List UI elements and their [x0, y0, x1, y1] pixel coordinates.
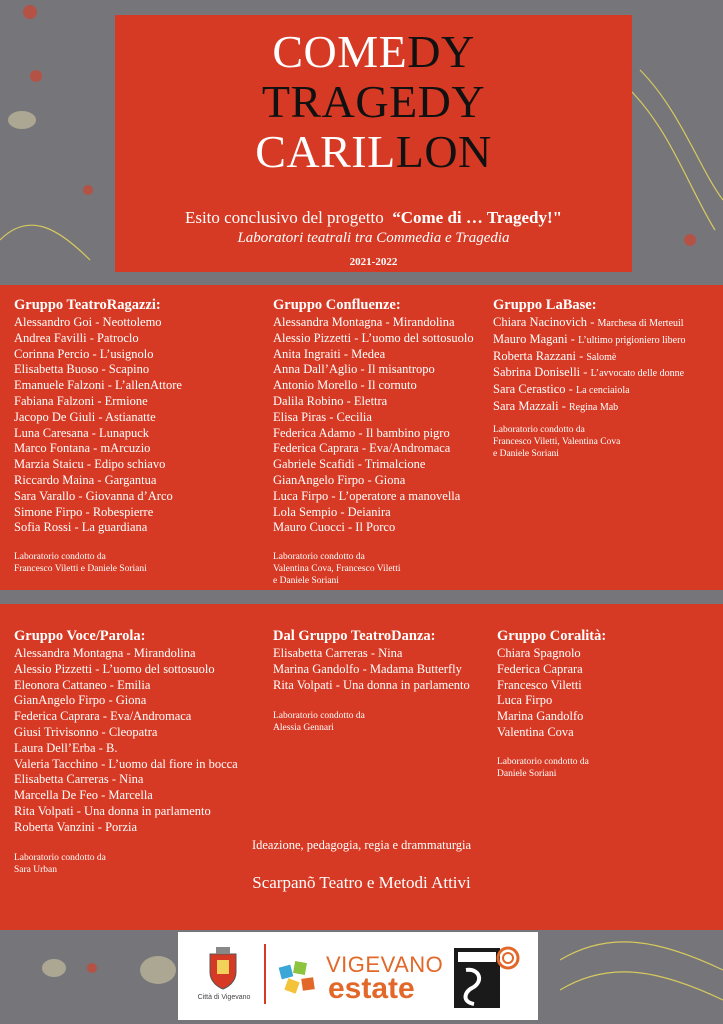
- separator: -: [340, 346, 352, 361]
- separator: -: [587, 315, 598, 329]
- performer-name: Fabiana Falzoni: [14, 393, 95, 408]
- separator: -: [580, 365, 591, 380]
- cast-row: [14, 362, 182, 378]
- performer-name: Gabriele Scafidi: [273, 457, 355, 472]
- title-line-3: [115, 126, 632, 177]
- title-word-part: CARIL: [255, 126, 396, 177]
- credit-line: Alessia Gennari: [273, 723, 334, 733]
- cast-row: [497, 725, 606, 741]
- workshop-credit: [273, 551, 400, 587]
- performer-name: Sara Mazzali: [493, 398, 559, 413]
- performer-name: Federica Caprara: [497, 661, 583, 676]
- character-role: Marchesa di Merteuil: [597, 318, 684, 329]
- separator: -: [82, 504, 93, 519]
- separator: -: [357, 378, 368, 393]
- cast-row: [273, 473, 474, 489]
- character-role: Elettra: [353, 393, 388, 408]
- vigevano-logo-text: VIGEVANO: [326, 952, 444, 977]
- cast-row: [14, 662, 238, 678]
- subtitle-prefix: Esito conclusivo del progetto: [184, 208, 384, 227]
- cast-row: [273, 410, 474, 426]
- performer-name: Rita Volpati: [14, 803, 74, 818]
- performer-name: Chiara Nacinovich: [493, 315, 588, 329]
- separator: -: [104, 378, 116, 393]
- separator: -: [332, 677, 344, 692]
- separator: -: [94, 472, 105, 487]
- credit-line: Laboratorio condotto da: [14, 552, 106, 562]
- character-role: Gargantua: [104, 472, 157, 487]
- character-role: Porzia: [105, 819, 138, 834]
- character-role: Trimalcione: [364, 457, 426, 472]
- tagline: Laboratori teatrali tra Commedia e Tragedia: [237, 230, 510, 246]
- separator: -: [106, 677, 118, 692]
- cast-row: [14, 410, 182, 426]
- company-credit: Scarpanõ Teatro e Metodi Attivi: [252, 873, 471, 892]
- performer-name: Roberta Vanzini: [14, 819, 95, 834]
- separator: -: [94, 393, 105, 408]
- group-heading: Gruppo TeatroRagazzi:: [14, 297, 161, 313]
- performer-name: Alessio Pizzetti: [14, 661, 93, 676]
- cast-row: [493, 349, 685, 366]
- cast-row: [497, 646, 606, 662]
- separator: -: [98, 724, 109, 739]
- separator: -: [92, 661, 103, 676]
- title-line-1: [115, 26, 632, 77]
- cast-row: [493, 399, 685, 416]
- separator: -: [575, 348, 587, 363]
- credit-line: Laboratorio condotto da: [497, 757, 589, 767]
- performer-name: Sofia Rossi: [14, 520, 72, 535]
- performer-name: Luna Caresana: [14, 425, 89, 440]
- character-role: Salomè: [586, 351, 617, 363]
- separator: -: [98, 362, 109, 377]
- character-role: Eva/Andromaca: [369, 441, 451, 456]
- cast-row: [14, 757, 238, 773]
- group-heading: Gruppo Coralità:: [497, 628, 607, 644]
- character-role: Il bambino pigro: [365, 425, 450, 440]
- group-heading: Gruppo LaBase:: [493, 297, 597, 313]
- separator: -: [94, 819, 106, 834]
- cast-row: [14, 441, 182, 457]
- group-heading: Dal Gruppo TeatroDanza:: [273, 628, 436, 644]
- performer-name: Giusi Trivisonno: [14, 724, 99, 739]
- vigevano-estate-mark-icon: [278, 960, 322, 1000]
- separator: -: [95, 409, 105, 424]
- separator: -: [326, 409, 337, 424]
- cast-row: [14, 489, 182, 505]
- performer-name: Rita Volpati: [273, 677, 333, 692]
- performer-name: Antonio Morello: [273, 378, 358, 393]
- title-word-part: DY: [407, 26, 475, 77]
- credit-line: Laboratorio condotto da: [273, 711, 365, 721]
- group-column: [497, 627, 606, 741]
- separator: -: [359, 661, 370, 676]
- cast-row: [14, 709, 238, 725]
- group-column: [14, 296, 182, 536]
- cast-row: [14, 347, 182, 363]
- character-role: Scapino: [108, 362, 150, 377]
- cast-row: [493, 332, 685, 349]
- performer-name: GianAngelo Firpo: [14, 693, 106, 708]
- separator: -: [357, 362, 368, 377]
- performer-name: Alessandra Montagna: [273, 315, 383, 329]
- cast-row: [273, 678, 470, 694]
- performer-name: Federica Caprara: [273, 441, 359, 456]
- separator: -: [123, 646, 134, 660]
- character-role: Cecilia: [336, 409, 372, 424]
- performer-name: Federica Caprara: [14, 709, 100, 724]
- title-word-part: TRAGEDY: [261, 76, 486, 127]
- group-column: [273, 627, 470, 693]
- character-role: L’uomo del sottosuolo: [102, 661, 215, 676]
- cast-row: [14, 505, 182, 521]
- character-role: Una donna in parlamento: [84, 803, 211, 818]
- character-role: Nina: [378, 646, 403, 660]
- performer-name: Marzia Staicu: [14, 457, 84, 472]
- cast-row: [497, 678, 606, 694]
- credit-line: Francesco Viletti, Valentina Cova: [493, 437, 621, 447]
- character-role: L’ultimo prigioniero libero: [578, 334, 686, 346]
- performer-name: Jacopo De Giuli: [14, 409, 96, 424]
- performer-name: Eleonora Cattaneo: [14, 677, 107, 692]
- credit-line: Laboratorio condotto da: [14, 853, 106, 863]
- separator: -: [358, 441, 370, 456]
- performer-name: Roberta Razzani: [493, 348, 576, 363]
- cast-row: [14, 678, 238, 694]
- credit-line: Daniele Soriani: [497, 769, 557, 779]
- character-role: Giovanna d’Arco: [85, 488, 173, 503]
- cast-row: [273, 394, 474, 410]
- character-role: Madama Butterfly: [369, 661, 462, 676]
- performer-name: Luca Firpo: [497, 693, 553, 708]
- character-role: Emilia: [117, 677, 151, 692]
- cast-row: [14, 331, 182, 347]
- group-heading: Gruppo Voce/Parola:: [14, 628, 146, 644]
- performer-name: Laura Dell’Erba: [14, 740, 96, 755]
- sponsor-logo-bar: [178, 932, 538, 1020]
- cast-row: [273, 347, 474, 363]
- separator: -: [567, 331, 579, 346]
- performer-name: Riccardo Maina: [14, 472, 95, 487]
- character-role: mArcuzio: [100, 441, 151, 456]
- performer-name: Sara Varallo: [14, 488, 76, 503]
- cast-row: [273, 378, 474, 394]
- character-role: Cleopatra: [108, 724, 158, 739]
- direction-credit: Ideazione, pedagogia, regia e drammaturgia: [251, 838, 472, 852]
- title-word-part: COME: [272, 26, 408, 77]
- character-role: L’uomo del sottosuolo: [361, 330, 474, 345]
- performer-name: Sabrina Doniselli: [493, 365, 581, 380]
- character-role: Il cornuto: [367, 378, 417, 393]
- performer-name: Lola Sempio: [273, 504, 338, 519]
- city-crest-icon: [206, 946, 240, 990]
- character-role: Eva/Andromaca: [110, 709, 192, 724]
- character-role: L’allenAttore: [115, 378, 182, 393]
- performer-name: Simone Firpo: [14, 504, 83, 519]
- cast-row: [273, 362, 474, 378]
- cast-row: [273, 441, 474, 457]
- cast-row: [493, 315, 685, 332]
- cast-row: [14, 820, 238, 836]
- workshop-credit: [273, 710, 365, 734]
- performer-name: Corinna Percio: [14, 346, 90, 361]
- performer-name: Luca Firpo: [273, 488, 329, 503]
- performer-name: Valeria Tacchino: [14, 756, 98, 771]
- separator: -: [90, 441, 101, 456]
- performer-name: Marcella De Feo: [14, 788, 98, 803]
- performer-name: Federica Adamo: [273, 425, 356, 440]
- character-role: Mirandolina: [133, 646, 196, 660]
- character-role: L’usignolo: [99, 346, 154, 361]
- credit-line: Sara Urban: [14, 865, 57, 875]
- title-box: [115, 15, 632, 272]
- separator: -: [354, 457, 365, 472]
- separator: -: [565, 382, 576, 397]
- character-role: Giona: [115, 693, 147, 708]
- cast-row: [14, 646, 238, 662]
- cast-row: [14, 725, 238, 741]
- separator: -: [382, 315, 393, 329]
- credit-line: Valentina Cova, Francesco Viletti: [273, 564, 401, 574]
- performer-name: Marina Gandolfo: [273, 661, 360, 676]
- character-role: Marcella: [108, 788, 153, 803]
- project-subtitle: [115, 208, 632, 228]
- performer-name: Sara Cerastico: [493, 382, 566, 397]
- character-role: Deianira: [347, 504, 391, 519]
- performer-name: Anna Dall’Aglio: [273, 362, 358, 377]
- workshop-credit: [14, 551, 147, 575]
- cast-row: [497, 709, 606, 725]
- group-column: [273, 296, 474, 536]
- title-line-2: [115, 76, 632, 127]
- character-role: Mirandolina: [392, 315, 455, 329]
- cast-row: [14, 693, 238, 709]
- credit-line: e Daniele Soriani: [273, 576, 339, 586]
- performer-name: Alessio Pizzetti: [273, 330, 352, 345]
- performer-name: Mauro Cuocci: [273, 520, 345, 535]
- separator: -: [355, 425, 366, 440]
- cast-row: [273, 646, 470, 662]
- cast-row: [273, 489, 474, 505]
- project-name: “Come di … Tragedy!": [392, 208, 563, 227]
- cast-row: [273, 426, 474, 442]
- separator: -: [367, 646, 379, 660]
- separator: -: [558, 398, 570, 413]
- character-role: Nina: [119, 772, 144, 787]
- cast-row: [14, 788, 238, 804]
- separator: -: [71, 520, 82, 535]
- cast-row: [14, 804, 238, 820]
- character-role: Astianatte: [104, 409, 156, 424]
- group-column: [14, 627, 238, 836]
- separator: -: [86, 330, 97, 345]
- performer-name: GianAngelo Firpo: [273, 472, 365, 487]
- credit-line: Laboratorio condotto da: [493, 425, 585, 435]
- separator: -: [83, 457, 95, 472]
- cast-row: [14, 772, 238, 788]
- performer-name: Alessandro Goi: [14, 315, 93, 329]
- logo-divider: [264, 944, 266, 1004]
- credit-line: e Daniele Soriani: [493, 449, 559, 459]
- credit-line: Francesco Viletti e Daniele Soriani: [14, 564, 147, 574]
- performer-name: Alessandra Montagna: [14, 646, 124, 660]
- character-role: Il Porco: [355, 520, 396, 535]
- cast-row: [14, 394, 182, 410]
- separator: -: [364, 472, 375, 487]
- cast-row: [493, 365, 685, 382]
- scarpano-logo-icon: [450, 942, 522, 1012]
- group-column: [493, 296, 685, 416]
- group-heading: Gruppo Confluenze:: [273, 297, 401, 313]
- workshop-credit: [493, 424, 620, 460]
- performer-name: Francesco Viletti: [497, 677, 582, 692]
- cast-row: [273, 520, 474, 536]
- character-role: L’uomo dal fiore in bocca: [108, 756, 238, 771]
- separator: -: [328, 488, 339, 503]
- cast-row: [273, 315, 474, 331]
- performer-name: Elisabetta Buoso: [14, 362, 99, 377]
- performer-name: Marco Fontana: [14, 441, 91, 456]
- character-role: Edipo schiavo: [94, 457, 166, 472]
- character-role: L’avvocato delle donne: [590, 368, 685, 380]
- cast-row: [14, 315, 182, 331]
- performer-name: Emanuele Falzoni: [14, 378, 105, 393]
- separator: -: [344, 520, 356, 535]
- character-role: B.: [105, 740, 118, 755]
- title-word-part: LON: [395, 126, 492, 177]
- character-role: L’operatore a manovella: [338, 488, 461, 503]
- cast-row: [497, 693, 606, 709]
- character-role: La guardiana: [81, 520, 148, 535]
- character-role: La cenciaiola: [575, 385, 630, 397]
- cast-row: [14, 520, 182, 536]
- years: 2021-2022: [349, 256, 398, 268]
- city-label: Città di Vigevano: [197, 994, 251, 1001]
- cast-row: [14, 473, 182, 489]
- cast-row: [14, 426, 182, 442]
- cast-row: [273, 662, 470, 678]
- performer-name: Mauro Magani: [493, 331, 568, 346]
- performer-name: Marina Gandolfo: [497, 709, 584, 724]
- character-role: Ermione: [104, 393, 148, 408]
- credit-line: Laboratorio condotto da: [273, 552, 365, 562]
- performer-name: Valentina Cova: [497, 724, 574, 739]
- cast-row: [273, 457, 474, 473]
- separator: -: [89, 346, 100, 361]
- cast-row: [14, 378, 182, 394]
- estate-logo-text: estate: [328, 972, 415, 1005]
- separator: -: [351, 330, 362, 345]
- performer-name: Elisabetta Carreras: [14, 772, 109, 787]
- separator: -: [337, 504, 348, 519]
- character-role: Una donna in parlamento: [343, 677, 470, 692]
- cast-row: [497, 662, 606, 678]
- separator: -: [99, 709, 111, 724]
- separator: -: [97, 756, 109, 771]
- character-role: Patroclo: [96, 330, 139, 345]
- separator: -: [88, 425, 100, 440]
- separator: -: [92, 315, 103, 329]
- character-role: Il misantropo: [367, 362, 435, 377]
- cast-row: [14, 741, 238, 757]
- performer-name: Elisabetta Carreras: [273, 646, 368, 660]
- performer-name: Andrea Favilli: [14, 330, 87, 345]
- separator: -: [108, 772, 120, 787]
- character-role: Neottolemo: [102, 315, 162, 329]
- separator: -: [105, 693, 116, 708]
- character-role: Regina Mab: [569, 401, 619, 413]
- workshop-credit: [497, 756, 589, 780]
- cast-row: [493, 382, 685, 399]
- performer-name: Dalila Robino: [273, 393, 344, 408]
- performer-name: Elisa Piras: [273, 409, 327, 424]
- separator: -: [343, 393, 354, 408]
- performer-name: Anita Ingraiti: [273, 346, 341, 361]
- cast-row: [273, 331, 474, 347]
- separator: -: [75, 488, 86, 503]
- cast-row: [273, 505, 474, 521]
- separator: -: [95, 740, 106, 755]
- separator: -: [73, 803, 85, 818]
- character-role: Lunapuck: [99, 425, 150, 440]
- character-role: Medea: [351, 346, 386, 361]
- character-role: Giona: [374, 472, 406, 487]
- character-role: Robespierre: [92, 504, 154, 519]
- cast-row: [14, 457, 182, 473]
- separator: -: [98, 788, 109, 803]
- performer-name: Chiara Spagnolo: [497, 646, 581, 660]
